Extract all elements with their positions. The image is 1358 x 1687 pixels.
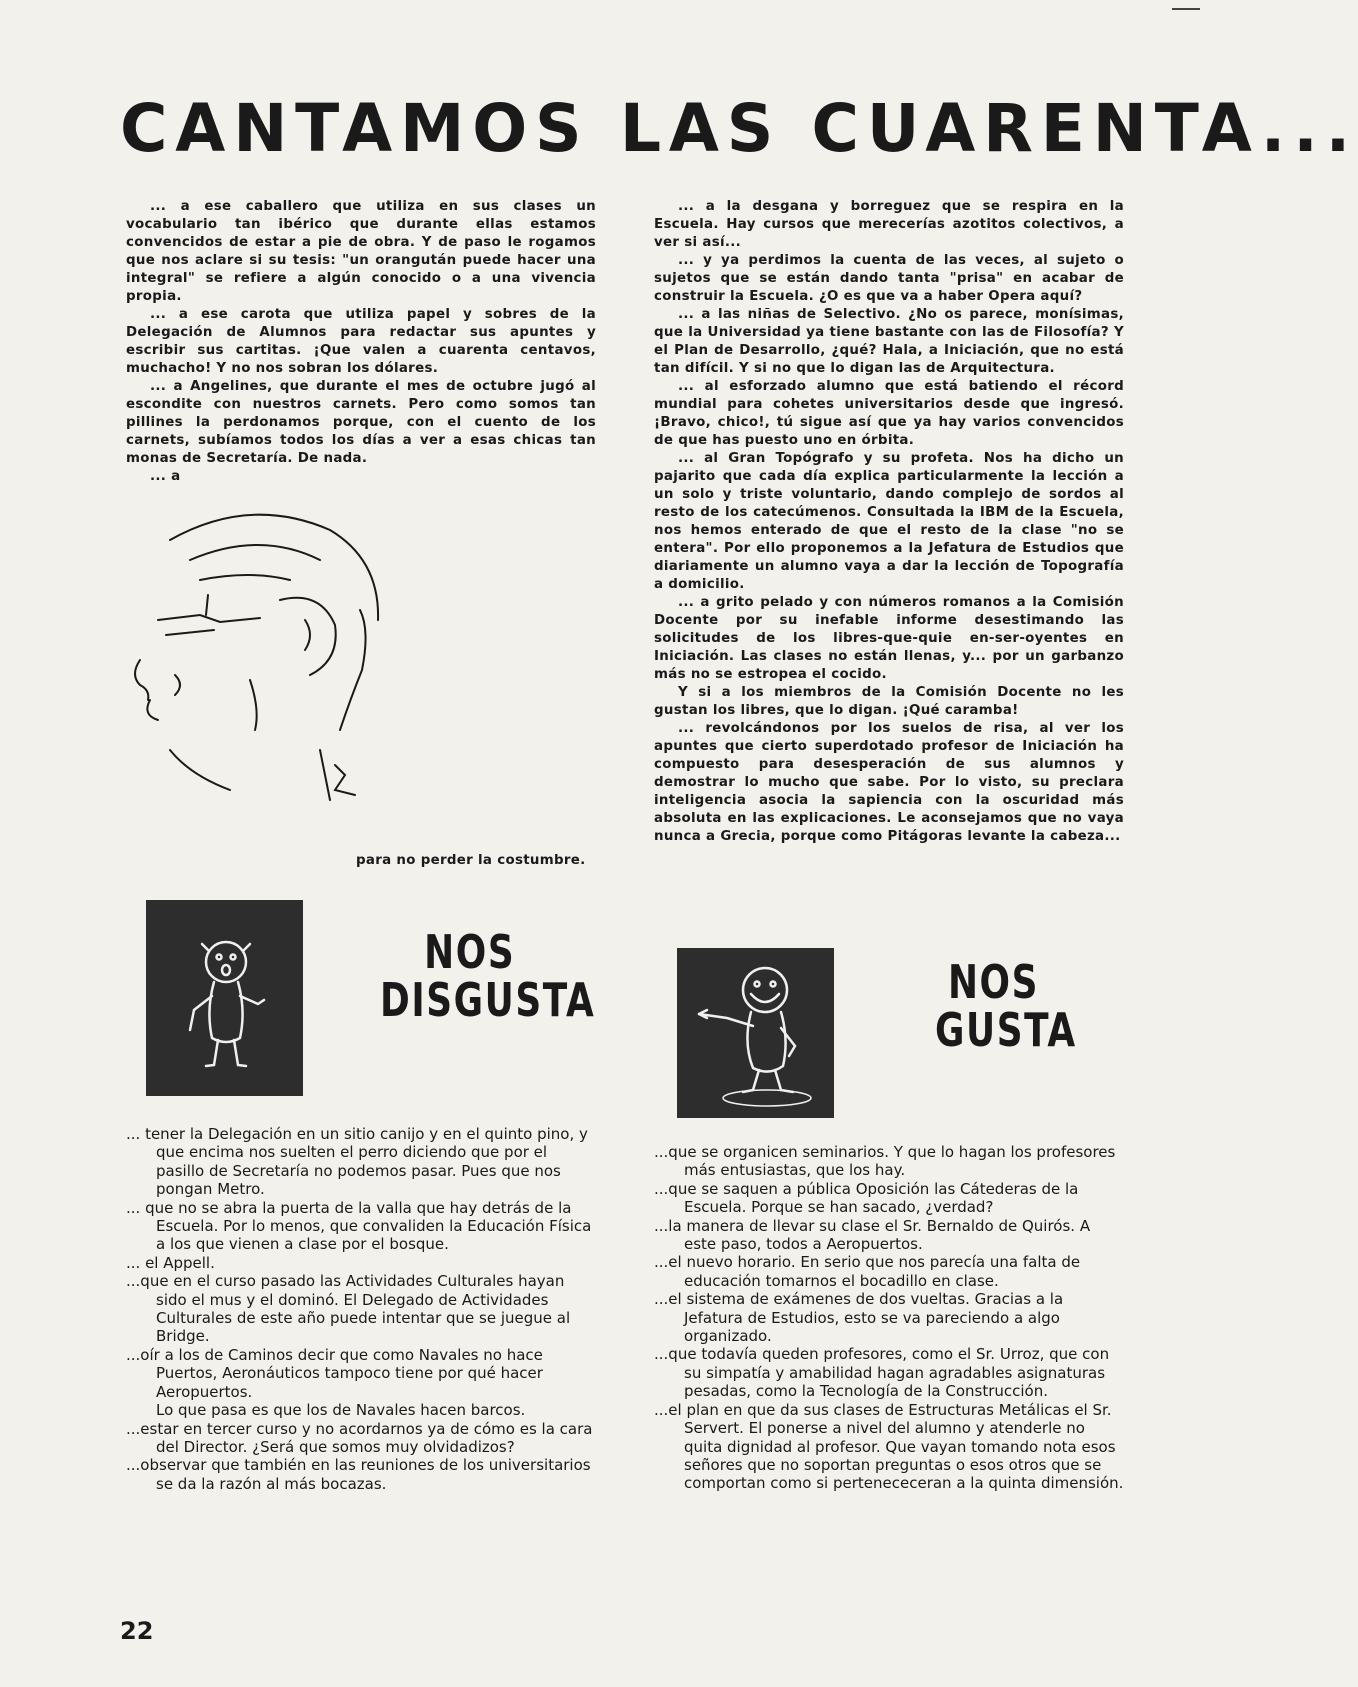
paragraph: ... a <box>150 469 181 484</box>
list-item: ...estar en tercer curso y no acordarnos ya de cómo es la cara del Director. ¿Será que somos muy olvidadizos? <box>126 1419 593 1456</box>
edge-rule <box>1172 8 1200 10</box>
paragraph: ... a grito pelado y con números romanos a la Comisión Docente por su inefable informe desestimando las solicitudes de los libres-que-quie en-ser-oyentes en Iniciación. Las clases no están llenas, y... por un garbanzo más no se estropea el cocido. <box>654 595 1124 682</box>
list-item: ...el nuevo horario. En serio que nos parecía una falta de educación tomarnos el bocadillo en clase. <box>654 1253 1081 1290</box>
list-item: ...la manera de llevar su clase el Sr. Bernaldo de Quirós. A este paso, todos a Aeropuertos. <box>654 1216 1091 1254</box>
page-number: 22 <box>120 1617 154 1645</box>
sad-figure-illustration <box>146 900 303 1096</box>
list-item: ...oír a los de Caminos decir que como Navales no hace Puertos, Aeronáuticos tampoco tiene por qué hacer Aeropuertos. <box>126 1345 543 1401</box>
happy-figure-icon <box>677 948 834 1118</box>
paragraph: ... al esforzado alumno que está batiendo el récord mundial para cohetes universitarios desde que ingresó. ¡Bravo, chico!, tú sigue así que ya hay varios convencidos de que has puesto uno en órbita. <box>654 379 1124 448</box>
list-item: ... el Appell. <box>126 1253 215 1272</box>
heading-line: GUSTA <box>935 1003 1077 1058</box>
list-item: ... que no se abra la puerta de la valla que hay detrás de la Escuela. Por lo menos, que convaliden la Educación Física a los que vienen a clase por el bosque. <box>126 1198 592 1254</box>
list-item: ... tener la Delegación en un sitio canijo y en el quinto pino, y que encima nos suelten el perro diciendo que por el pasillo de Secretaría no podemos pasar. Pues que nos pongan Metro. <box>126 1125 588 1199</box>
paragraph: ... y ya perdimos la cuenta de las veces, al sujeto o sujetos que se están dando tanta "prisa" en acabar de construir la Escuela. ¿O es que va a haber Opera aquí? <box>654 253 1124 304</box>
caricature-drawing <box>130 500 410 845</box>
paragraph: ... a ese caballero que utiliza en sus clases un vocabulario tan ibérico que durante ellas estamos convencidos de estar a pie de obra. Y de paso le rogamos que nos aclare si su tesis: "un orangután puede hacer una integral" se refiere a algún conocido o a una vivencia propia. <box>126 199 596 304</box>
heading-line: NOS <box>424 925 516 979</box>
paragraph: Y si a los miembros de la Comisión Docente no les gustan los libres, que lo digan. ¡Qué caramba! <box>654 685 1124 718</box>
right-column <box>654 198 1124 846</box>
list-item: ...que en el curso pasado las Actividades Culturales hayan sido el mus y el dominó. El Delegado de Actividades Culturales de este año puede intentar que se juegue al Bridge. <box>126 1272 571 1346</box>
left-column <box>126 198 596 486</box>
heading-line: NOS <box>947 955 1040 1009</box>
happy-figure-illustration <box>677 948 834 1118</box>
list-item: ...que se saquen a pública Oposición las Cátederas de la Escuela. Porque se han sacado, ¿verdad? <box>654 1179 1079 1217</box>
list-item: ...que todavía queden profesores, como el Sr. Urroz, que con su simpatía y amabilidad hagan agradables asignaturas pesadas, como la Tecnología de la Construcción. <box>654 1345 1110 1401</box>
paragraph: ... al Gran Topógrafo y su profeta. Nos ha dicho un pajarito que cada día explica particularmente la lección a un solo y triste voluntario, dando complejo de sordos al resto de los catecúmenos. Consultada la IBM de la Escuela, nos hemos enterado de que el resto de la clase "no se entera". Por ello proponemos a la Jefatura de Estudios que diariamente un alumno vaya a dar la lección de Topografía a domicilio. <box>654 451 1124 592</box>
list-item: ...que se organicen seminarios. Y que lo hagan los profesores más entusiastas, que los hay. <box>654 1143 1116 1180</box>
caricature-caption: para no perder la costumbre. <box>356 853 586 868</box>
paragraph: ... a las niñas de Selectivo. ¿No os parece, monísimas, que la Universidad ya tiene bastante con las de Filosofía? Y el Plan de Desarrollo, ¿qué? Hala, a Iniciación, que no está tan difícil. Y si no que lo digan las de Arquitectura. <box>654 307 1124 376</box>
list-item: ...observar que también en las reuniones de los universitarios se da la razón al más bocazas. <box>126 1456 591 1493</box>
heading-line: DISGUSTA <box>380 973 596 1028</box>
paragraph: ... a la desgana y borreguez que se respira en la Escuela. Hay cursos que merecerías azotitos colectivos, a ver si así... <box>654 199 1124 250</box>
list-item: ...el plan en que da sus clases de Estructuras Metálicas el Sr. Servert. El ponerse a nivel del alumno y atenderle no quita dignidad al profesor. Que vayan tomando nota esos señores que no soportan preguntas o esos otros que se comportan como si pertenececeran a la quinta dimensión. <box>654 1400 1124 1493</box>
list-item: ...el sistema de exámenes de dos vueltas. Gracias a la Jefatura de Estudios, esto se va pareciendo a algo organizado. <box>654 1290 1064 1346</box>
nos-disgusta-heading <box>380 925 596 1028</box>
nos-disgusta-list <box>126 1125 596 1493</box>
page-title: CANTAMOS LAS CUARENTA... <box>120 90 1358 167</box>
paragraph: ... a ese carota que utiliza papel y sobres de la Delegación de Alumnos para redactar sus apuntes y escribir sus cartitas. ¡Que valen a cuarenta centavos, muchacho! Y no nos sobran los dólares. <box>126 307 596 376</box>
paragraph: ... revolcándonos por los suelos de risa, al ver los apuntes que cierto superdotado profesor de Iniciación ha compuesto para desesperación de sus alumnos y demostrar lo mucho que sabe. Por lo visto, su preclara inteligencia asocia la sapiencia con la oscuridad más absoluta en las explicaciones. Le aconsejamos que no vaya nunca a Grecia, porque como Pitágoras levante la cabeza... <box>654 721 1124 844</box>
list-item: Lo que pasa es que los de Navales hacen barcos. <box>156 1401 526 1420</box>
paragraph: ... a Angelines, que durante el mes de octubre jugó al escondite con nuestros carnets. Pero como somos tan pillines la perdonamos porque, con el cuento de los carnets, subíamos todos los días a ver a esas chicas tan monas de Secretaría. De nada. <box>126 379 596 466</box>
sad-figure-icon <box>146 900 303 1096</box>
nos-gusta-list <box>654 1143 1124 1493</box>
nos-gusta-heading <box>935 955 1077 1058</box>
